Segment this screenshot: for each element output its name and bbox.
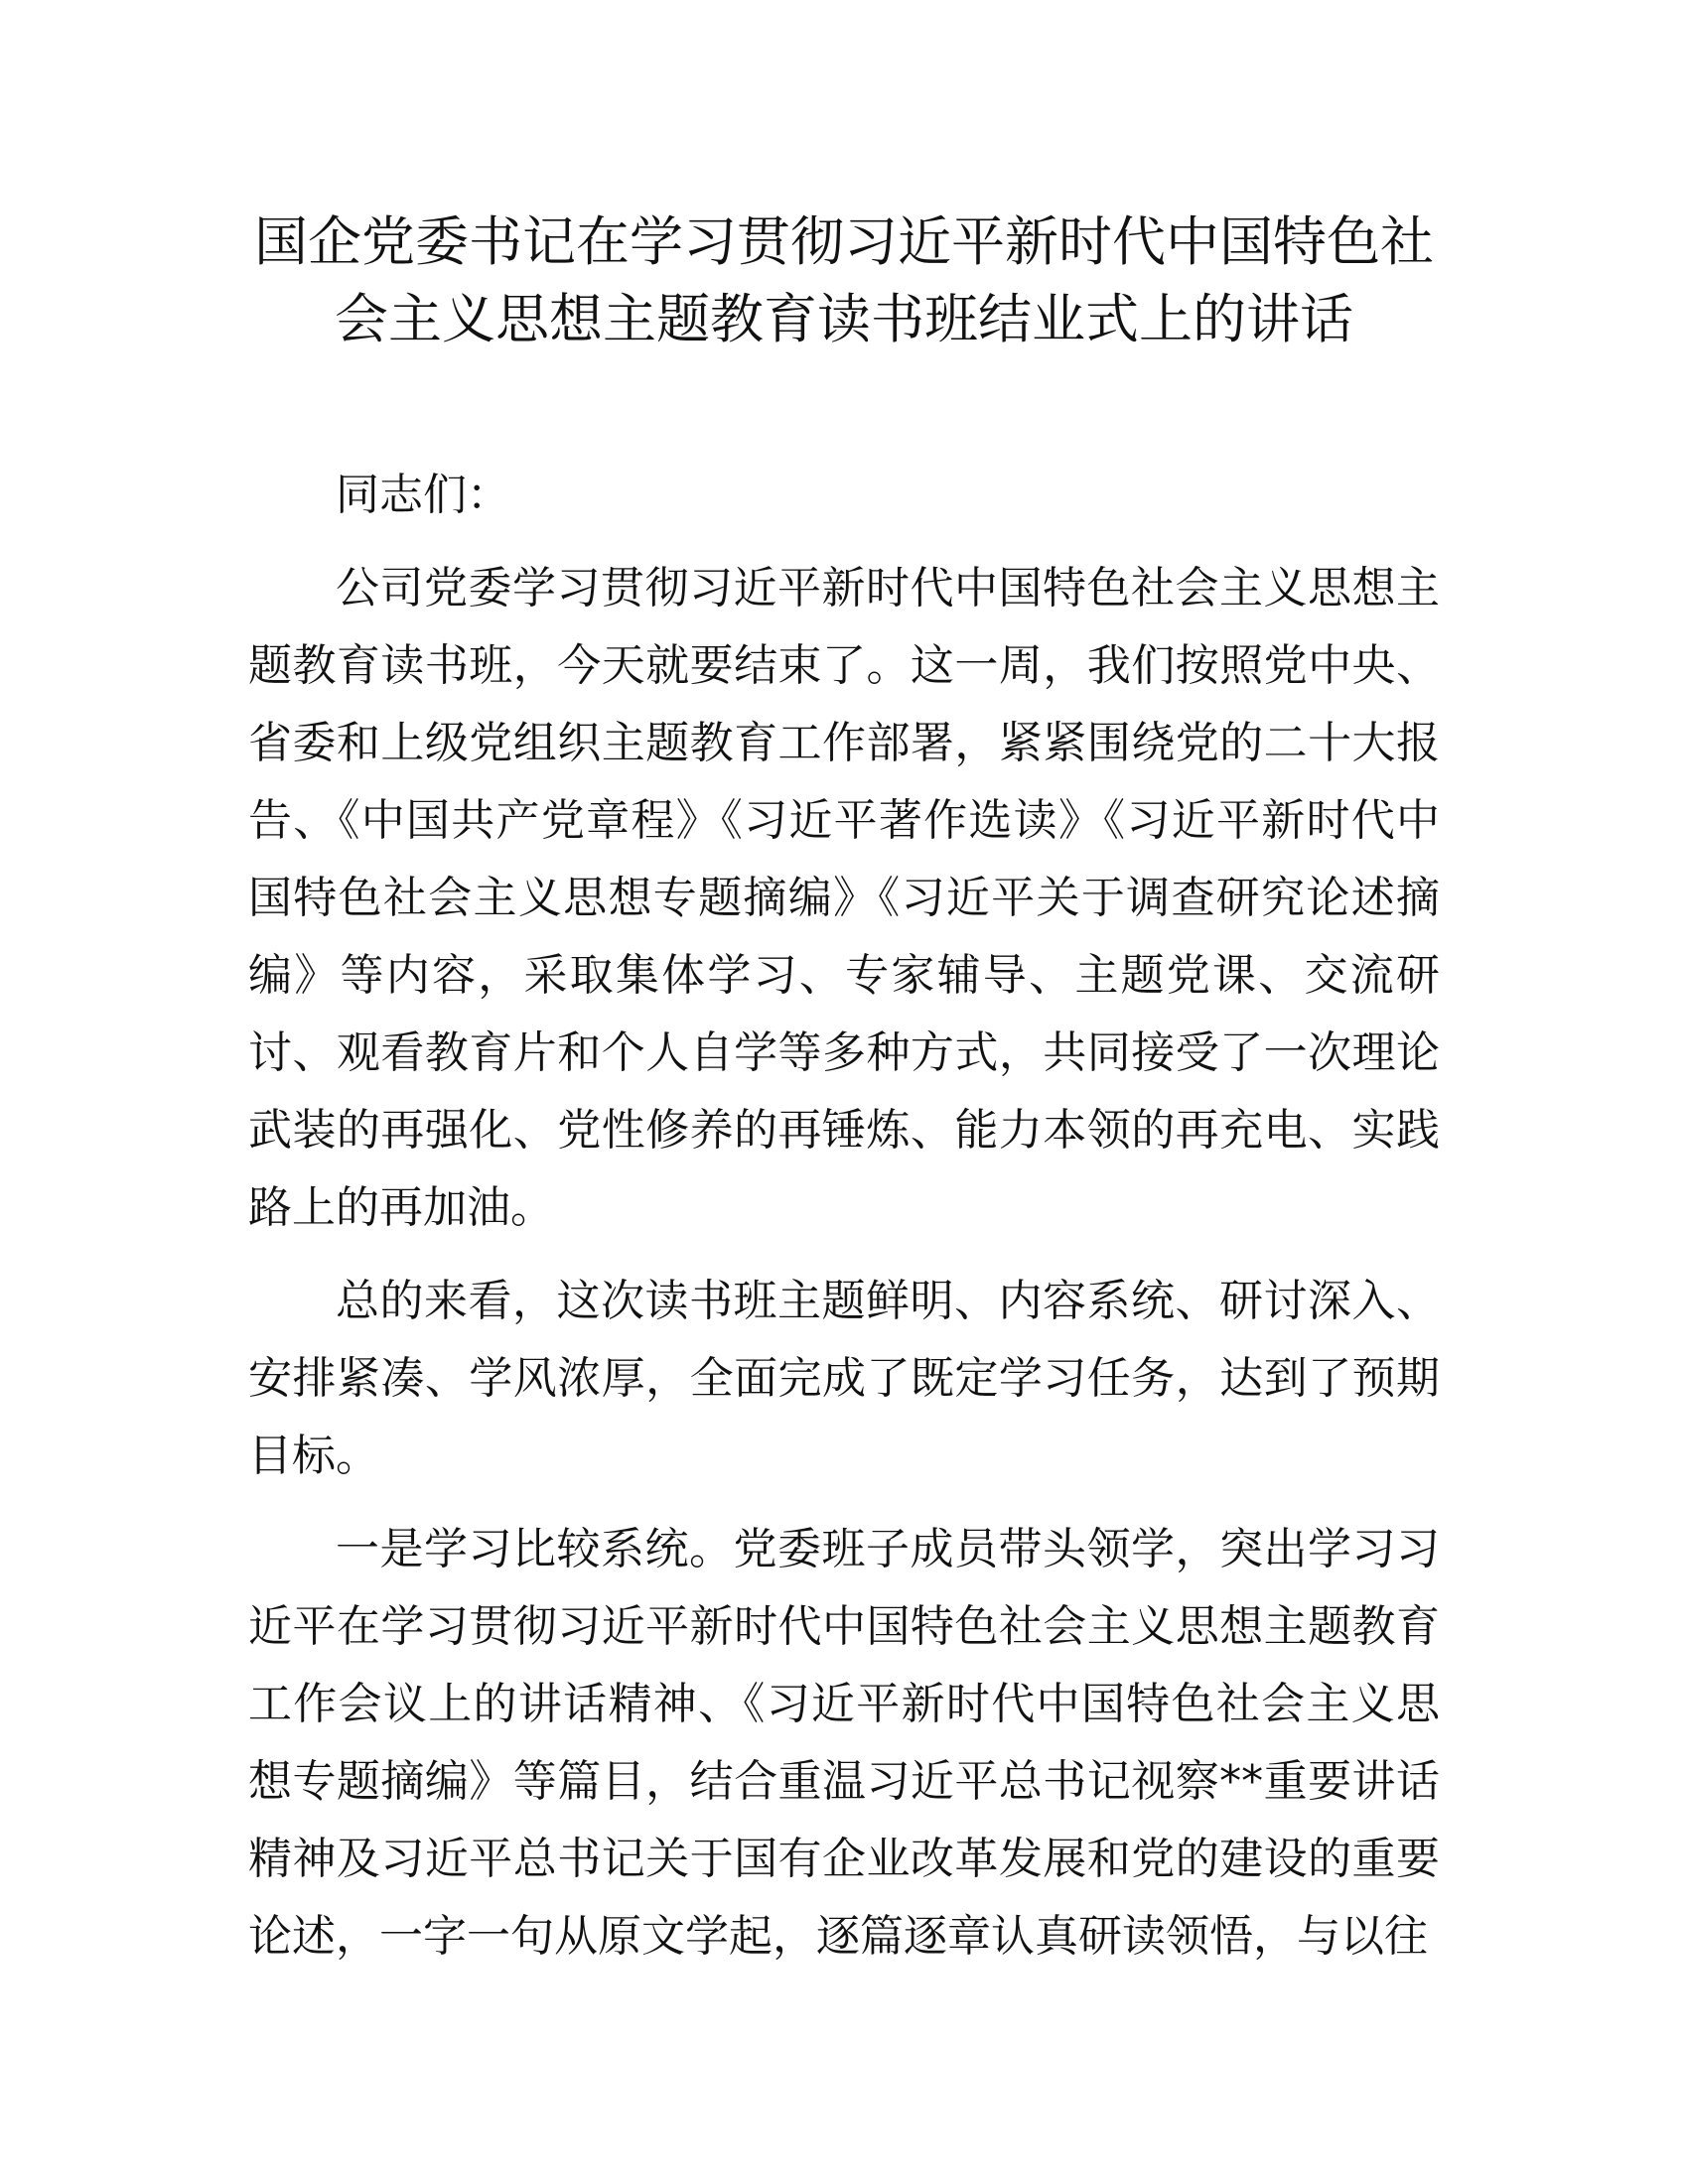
paragraph-summary: 总的来看，这次读书班主题鲜明、内容系统、研讨深入、安排紧凑、学风浓厚，全面完成了既定学习任务，达到了预期目标。 bbox=[248, 1276, 1440, 1481]
document-body bbox=[248, 457, 1440, 1976]
document-title: 国企党委书记在学习贯彻习近平新时代中国特色社会主义思想主题教育读书班结业式上的讲话 bbox=[254, 210, 1434, 350]
paragraph-intro: 公司党委学习贯彻习近平新时代中国特色社会主义思想主题教育读书班，今天就要结束了。这一周，我们按照党中央、省委和上级党组织主题教育工作部署，紧紧围绕党的二十大报告、《中国共产党章程》《习近平著作选读》《习近平新时代中国特色社会主义思想专题摘编》《习近平关于调查研究论述摘编》等内容，采取集体学习、专家辅导、主题党课、交流研讨、观看教育片和个人自学等多种方式，共同接受了一次理论武装的再强化、党性修养的再锤炼、能力本领的再充电、实践路上的再加油。 bbox=[248, 563, 1440, 1233]
salutation: 同志们： bbox=[336, 470, 510, 520]
paragraph-point-one: 一是学习比较系统。党委班子成员带头领学，突出学习习近平在学习贯彻习近平新时代中国特色社会主义思想主题教育工作会议上的讲话精神、《习近平新时代中国特色社会主义思想专题摘编》等篇目，结合重温习近平总书记视察**重要讲话精神及习近平总书记关于国有企业改革发展和党的建设的重要论述，一字一句从原文学起，逐篇逐章认真研读领悟，与以往 bbox=[248, 1524, 1440, 1962]
